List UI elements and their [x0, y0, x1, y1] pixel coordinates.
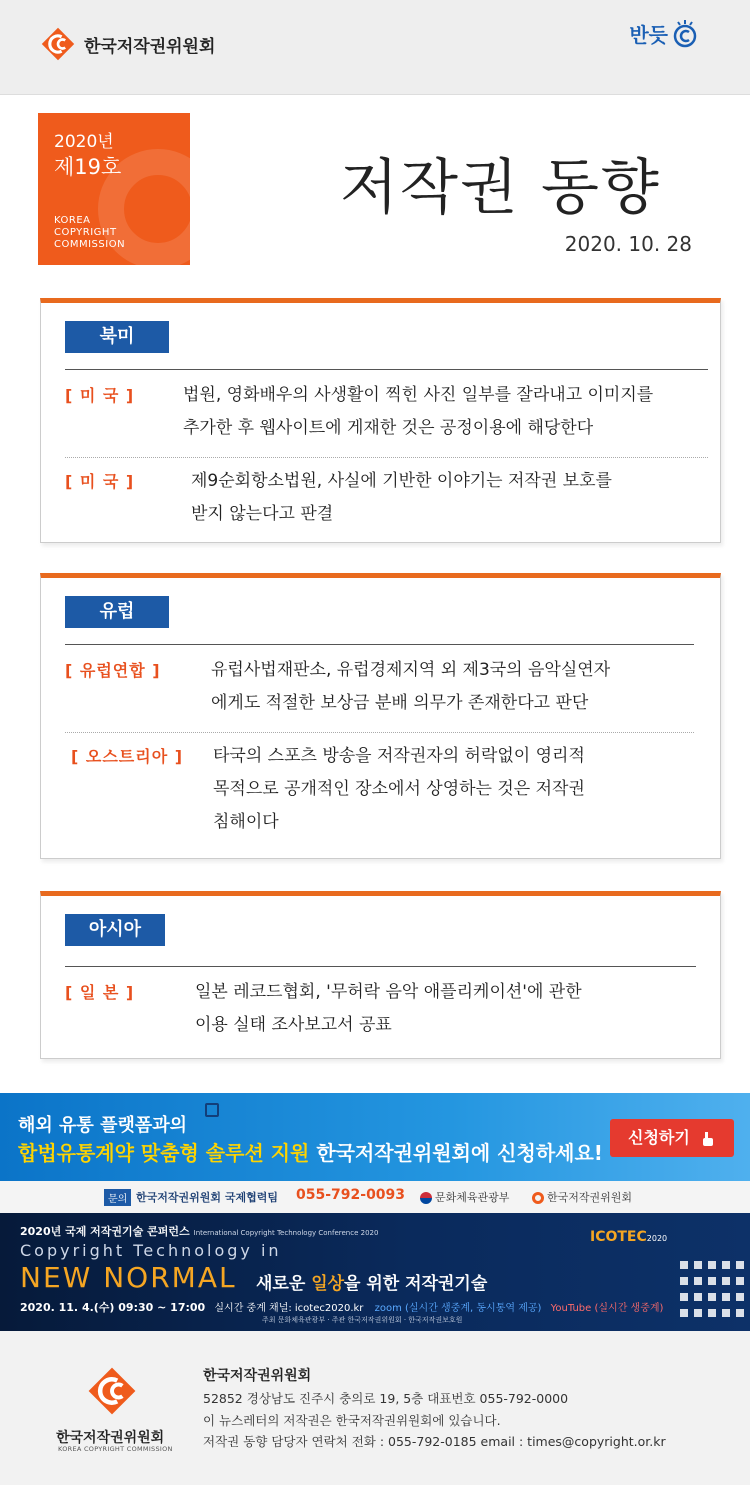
section-divider	[65, 966, 696, 967]
section-divider	[65, 644, 694, 645]
issue-org-en-line: COPYRIGHT	[54, 227, 117, 238]
theme-kor-pre: 새로운	[256, 1274, 312, 1294]
kcc-logo-icon	[86, 1365, 138, 1417]
kcc-logo-icon	[532, 1192, 544, 1204]
news-item-tag: [ 오스트리아 ]	[71, 747, 184, 766]
conference-theme-kor	[256, 1269, 487, 1294]
issue-org-en-line: COMMISSION	[54, 239, 126, 250]
news-item-line: 받지 않는다고 판결	[191, 504, 334, 524]
contact-tag: 문의	[104, 1189, 131, 1206]
banner-highlight: 합법유통계약 맞춤형 솔루션 지원	[18, 1141, 310, 1165]
news-item-line: 제9순회항소법원, 사실에 기반한 이야기는 저작권 보호를	[191, 471, 612, 491]
news-item-text[interactable]	[195, 976, 582, 1042]
news-item[interactable]	[65, 379, 708, 449]
footer-address: 52852 경상남도 진주시 충의로 19, 5층 대표번호 055-792-0000	[203, 1391, 569, 1406]
solution-support-banner[interactable]	[0, 1093, 750, 1181]
issue-badge	[38, 113, 190, 265]
header-logo[interactable]	[40, 26, 215, 62]
section-label: 북미	[65, 321, 169, 353]
news-item-tag: [ 유럽연합 ]	[65, 661, 161, 680]
icotec-year: 2020	[646, 1234, 668, 1243]
news-item-line: 일본 레코드협회, '무허락 음악 애플리케이션'에 관한	[195, 982, 582, 1002]
issue-org-en	[54, 215, 125, 251]
bandeut-logo[interactable]	[629, 18, 700, 48]
zoom-channel: zoom (실시간 생중계, 동시통역 제공)	[374, 1303, 542, 1314]
banner-contact-bar	[0, 1181, 750, 1213]
footer-org-en: KOREA COPYRIGHT COMMISSION	[58, 1445, 173, 1453]
apply-button[interactable]	[610, 1119, 734, 1157]
news-item[interactable]	[65, 740, 708, 850]
news-item-text[interactable]	[211, 654, 610, 720]
conference-info	[20, 1299, 663, 1315]
bandeut-text: 반듯	[629, 23, 668, 47]
kcc-mini-logo	[532, 1189, 632, 1205]
contact-team: 한국저작권위원회 국제협력팀	[136, 1191, 278, 1204]
theme-kor-highlight: 일상	[311, 1274, 345, 1294]
footer-contact[interactable]: 저작권 동향 담당자 연락처 전화 : 055-792-0185 email : times@copyright.or.kr	[203, 1434, 666, 1449]
conference-name	[20, 1223, 378, 1239]
conference-theme: NEW NORMAL	[20, 1261, 237, 1294]
news-item[interactable]	[65, 654, 708, 724]
conference-datetime: 2020. 11. 4.(수) 09:30 ~ 17:00	[20, 1301, 206, 1314]
section-europe	[40, 573, 721, 859]
youtube-channel: YouTube (실시간 생중계)	[550, 1303, 664, 1314]
issue-number: 제19호	[54, 155, 122, 179]
ministry-logo	[420, 1189, 509, 1205]
news-item-line: 법원, 영화배우의 사생활이 찍힌 사진 일부를 잘라내고 이미지를	[183, 385, 654, 405]
top-bar	[0, 0, 750, 95]
theme-kor-post: 을 위한 저작권기술	[344, 1274, 488, 1294]
icotec-conference-banner[interactable]	[0, 1213, 750, 1331]
contact-phone[interactable]: 055-792-0093	[296, 1187, 406, 1203]
news-item-line: 에게도 적절한 보상금 분배 의무가 존재한다고 판단	[211, 693, 589, 713]
news-item-line: 이용 실태 조사보고서 공표	[195, 1015, 392, 1035]
footer	[0, 1331, 750, 1485]
section-divider	[65, 369, 708, 370]
ministry-name: 문화체육관광부	[435, 1191, 510, 1204]
issue-org-en-line: KOREA	[54, 215, 91, 226]
pointer-hand-icon	[699, 1130, 717, 1148]
news-item-tag: [ 미 국 ]	[65, 386, 135, 405]
footer-rights: 이 뉴스레터의 저작권은 한국저작권위원회에 있습니다.	[203, 1413, 501, 1428]
taegeuk-icon	[420, 1192, 432, 1204]
news-item-line: 목적으로 공개적인 장소에서 상영하는 것은 저작권	[213, 779, 585, 799]
news-item-line: 타국의 스포츠 방송을 저작권자의 허락없이 영리적	[213, 746, 585, 766]
news-item[interactable]	[65, 465, 708, 535]
newsletter-title: 저작권 동향	[340, 153, 661, 223]
header-org-name: 한국저작권위원회	[84, 36, 216, 57]
apply-button-label: 신청하기	[628, 1128, 690, 1147]
icotec-name: ICOTEC	[590, 1229, 647, 1245]
conference-subtitle: Copyright Technology in	[20, 1241, 282, 1260]
news-item[interactable]	[65, 976, 708, 1046]
news-item-line: 침해이다	[213, 812, 279, 832]
copyright-thumbs-up-icon	[670, 18, 700, 48]
section-label: 유럽	[65, 596, 169, 628]
monitor-icon	[205, 1103, 219, 1117]
conference-channel[interactable]: 실시간 중계 채널: icotec2020.kr	[214, 1303, 364, 1314]
conference-host: 주최 문화체육관광부 · 주관 한국저작권위원회 · 한국저작권보호원	[262, 1316, 463, 1324]
news-item-tag: [ 일 본 ]	[65, 983, 135, 1002]
news-item-line: 추가한 후 웹사이트에 게재한 것은 공정이용에 해당한다	[183, 418, 594, 438]
item-separator	[65, 732, 694, 733]
footer-org-name: 한국저작권위원회	[56, 1430, 165, 1446]
issue-year: 2020년	[54, 132, 114, 152]
news-item-text[interactable]	[183, 379, 653, 445]
news-item-text[interactable]	[213, 740, 585, 839]
kcc-logo-icon	[40, 26, 76, 62]
footer-title: 한국저작권위원회	[203, 1368, 312, 1384]
section-north-america	[40, 298, 721, 543]
item-separator	[65, 457, 708, 458]
section-label: 아시아	[65, 914, 165, 946]
kcc-name: 한국저작권위원회	[547, 1191, 633, 1204]
conference-name-kor: 2020년 국제 저작권기술 콘퍼런스	[20, 1225, 190, 1238]
section-asia	[40, 891, 721, 1059]
banner-headline: 해외 유통 플랫폼과의	[18, 1115, 188, 1136]
news-item-line: 유럽사법재판소, 유럽경제지역 외 제3국의 음악실연자	[211, 660, 611, 680]
newsletter-date: 2020. 10. 28	[564, 232, 692, 256]
tech-icons-grid-icon	[676, 1257, 746, 1327]
conference-name-en: International Copyright Technology Conference 2020	[193, 1229, 379, 1237]
news-item-text[interactable]	[191, 465, 612, 531]
news-item-tag: [ 미 국 ]	[65, 472, 135, 491]
icotec-logo	[590, 1229, 667, 1245]
banner-subheadline	[18, 1137, 603, 1166]
banner-rest: 한국저작권위원회에 신청하세요!	[309, 1141, 603, 1165]
